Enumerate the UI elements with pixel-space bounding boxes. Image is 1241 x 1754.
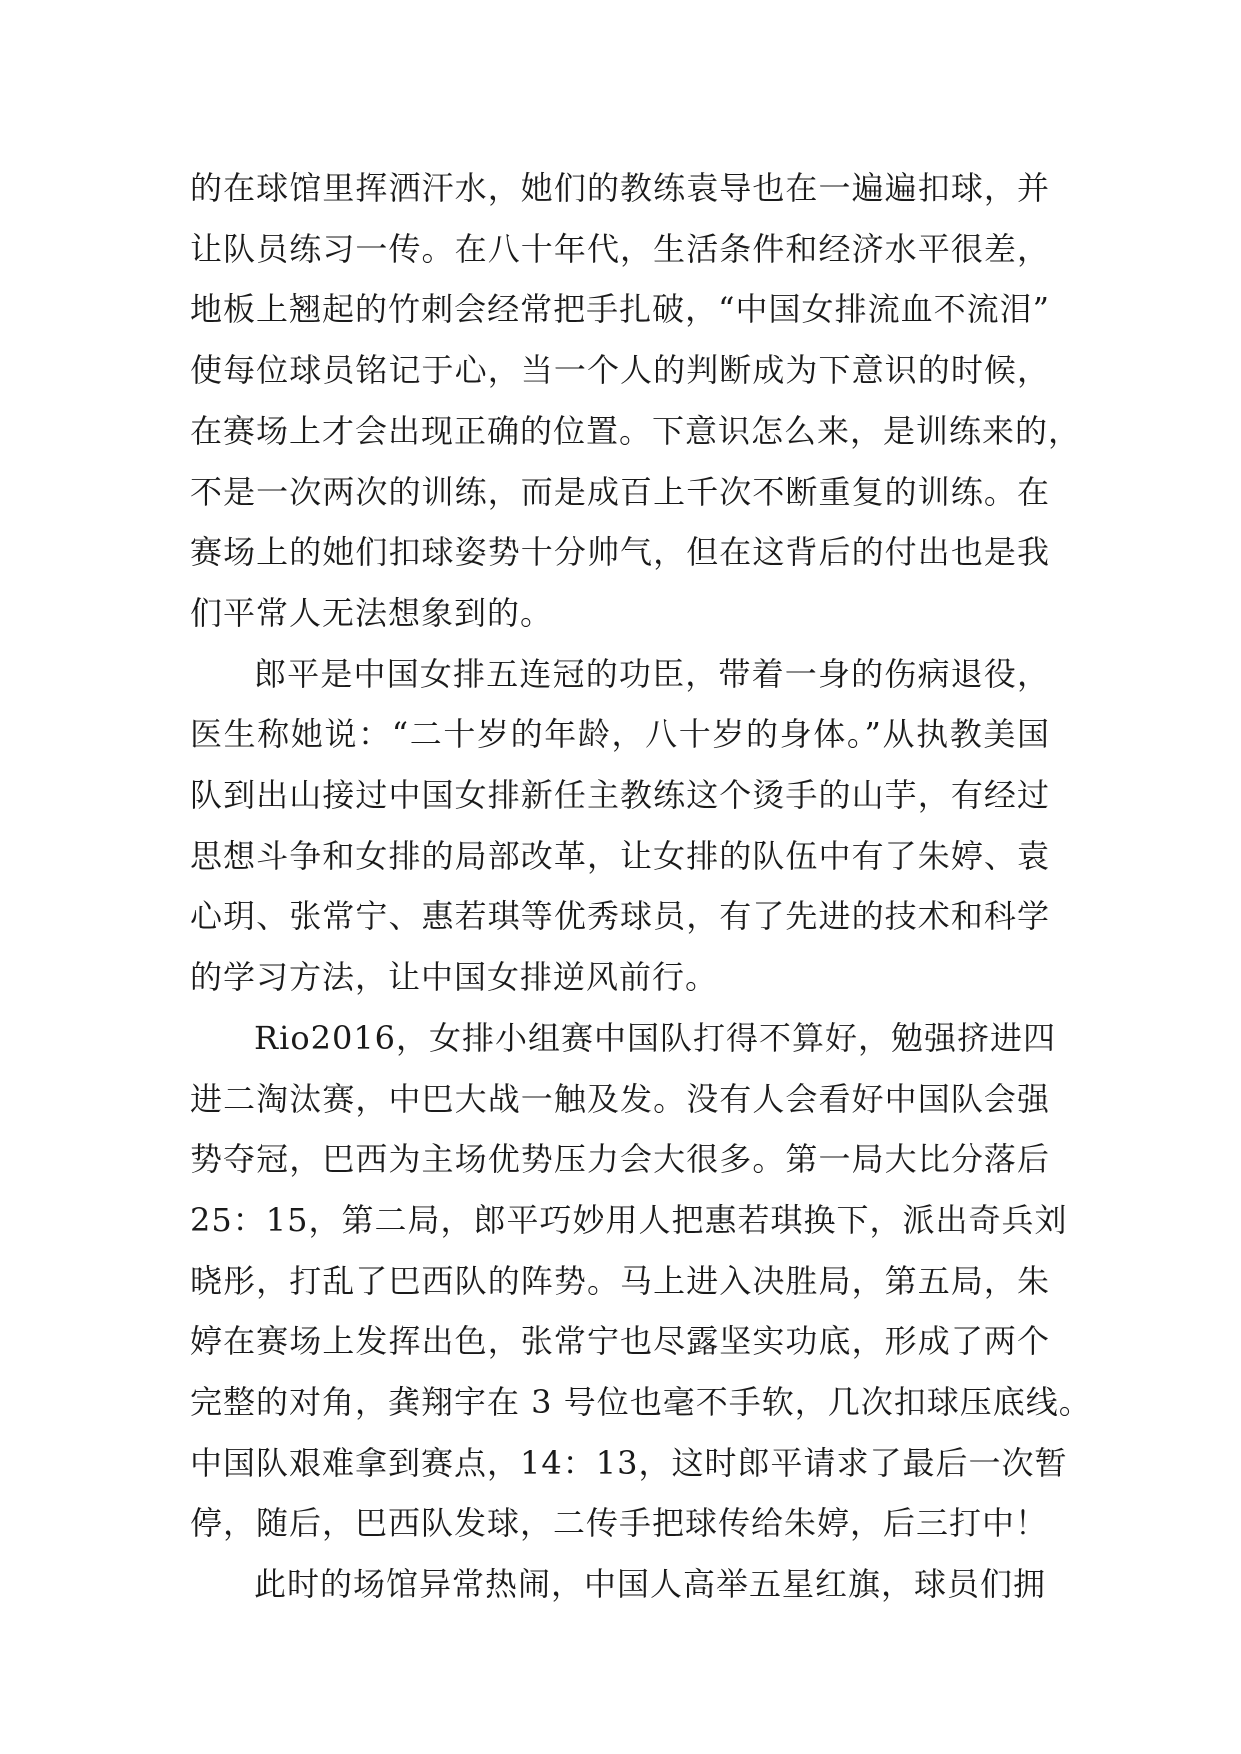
text-line: 势夺冠，巴西为主场优势压力会大很多。第一局大比分落后 — [190, 1140, 1050, 1179]
text-line: 不是一次两次的训练，而是成百上千次不断重复的训练。在 — [190, 472, 1050, 511]
text-line: 的在球馆里挥洒汗水，她们的教练袁导也在一遍遍扣球，并 — [190, 169, 1050, 207]
paragraph — [190, 158, 1082, 644]
text-line: 25：15，第二局，郎平巧妙用人把惠若琪换下，派出奇兵刘 — [190, 1200, 1068, 1239]
text-line: 地板上翘起的竹刺会经常把手扎破，“中国女排流血不流泪” — [190, 290, 1050, 329]
paragraph — [190, 1008, 1092, 1554]
text-line: 医生称她说：“二十岁的年龄，八十岁的身体。”从执教美国 — [190, 715, 1050, 754]
text-line: 思想斗争和女排的局部改革，让女排的队伍中有了朱婷、袁 — [190, 836, 1050, 875]
text-line: 晓彤，打乱了巴西队的阵势。马上进入决胜局，第五局，朱 — [190, 1261, 1050, 1300]
paragraph — [190, 1554, 1050, 1615]
text-line: 们平常人无法想象到的。 — [190, 593, 554, 632]
text-line: 在赛场上才会出现正确的位置。下意识怎么来，是训练来的， — [190, 411, 1082, 450]
text-line: 心玥、张常宁、惠若琪等优秀球员，有了先进的技术和科学 — [190, 897, 1050, 936]
body-text — [190, 158, 1092, 1615]
text-line: 让队员练习一传。在八十年代，生活条件和经济水平很差， — [190, 229, 1050, 268]
text-line: 完整的对角，龚翔宇在 3 号位也毫不手软，几次扣球压底线。 — [190, 1383, 1092, 1422]
paragraph — [190, 644, 1050, 1008]
text-line: 此时的场馆异常热闹，中国人高举五星红旗，球员们拥 — [254, 1565, 1047, 1604]
text-line: 停，随后，巴西队发球，二传手把球传给朱婷，后三打中！ — [190, 1504, 1049, 1543]
text-line: 婷在赛场上发挥出色，张常宁也尽露坚实功底，形成了两个 — [190, 1322, 1050, 1361]
text-line: 中国队艰难拿到赛点，14：13，这时郎平请求了最后一次暂 — [190, 1443, 1068, 1482]
text-line: Rio2016，女排小组赛中国队打得不算好，勉强挤进四 — [254, 1018, 1057, 1057]
text-line: 队到出山接过中国女排新任主教练这个烫手的山芋，有经过 — [190, 776, 1050, 815]
text-line: 郎平是中国女排五连冠的功臣，带着一身的伤病退役， — [254, 654, 1050, 693]
text-line: 进二淘汰赛，中巴大战一触及发。没有人会看好中国队会强 — [190, 1079, 1050, 1118]
text-line: 使每位球员铭记于心，当一个人的判断成为下意识的时候， — [190, 351, 1050, 390]
text-line: 的学习方法，让中国女排逆风前行。 — [190, 958, 719, 997]
text-line: 赛场上的她们扣球姿势十分帅气，但在这背后的付出也是我 — [190, 533, 1050, 572]
